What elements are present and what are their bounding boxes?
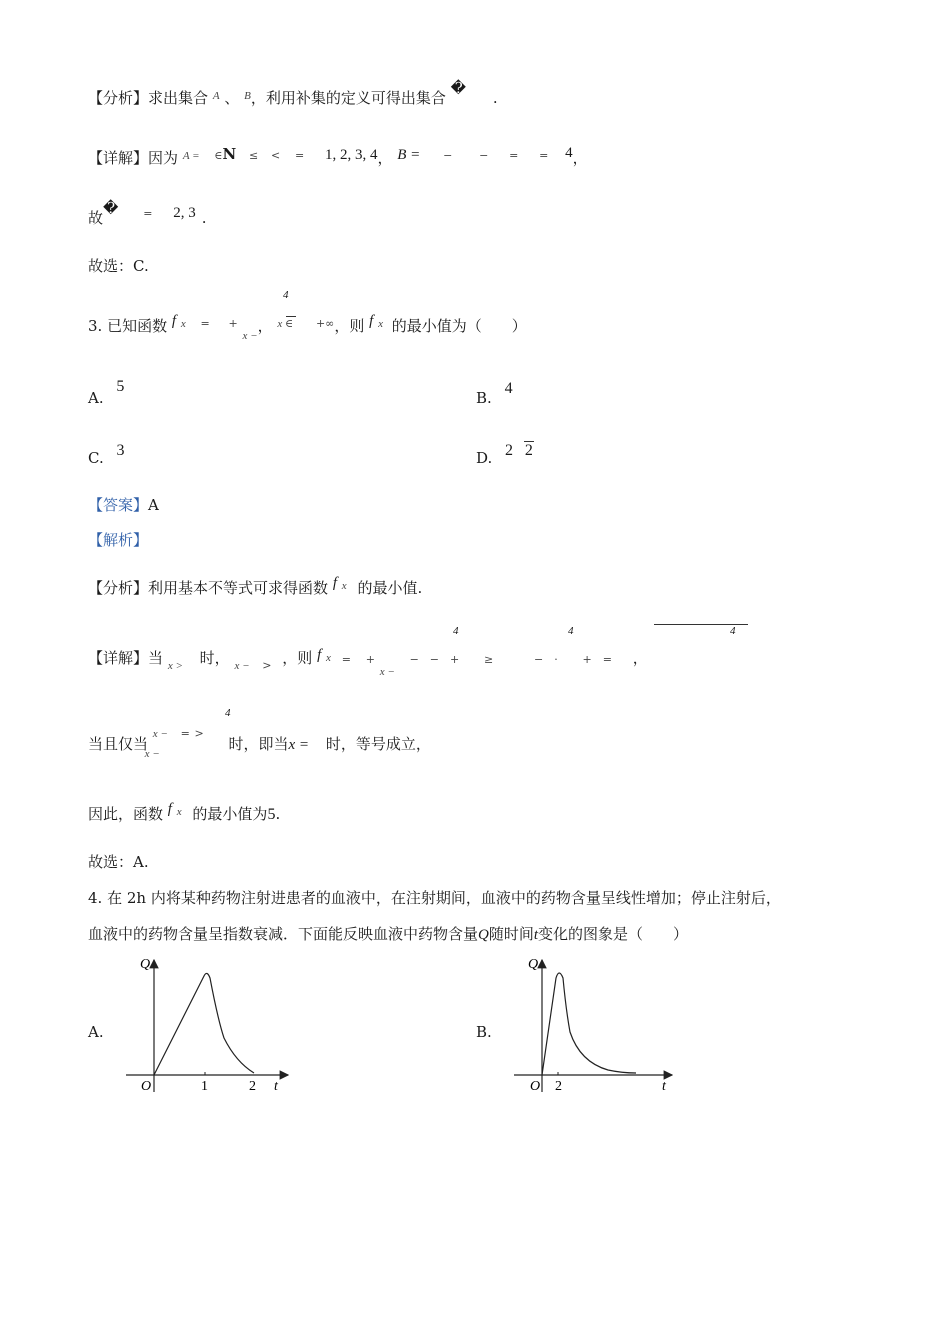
- q3-iff-num: 4: [225, 707, 231, 719]
- q4-stem-line2: 血液中的药物含量呈指数衰减．下面能反映血液中药物含量Q随时间t变化的图象是（ ）: [88, 925, 689, 943]
- detail-label: 【详解】: [88, 149, 149, 167]
- q3-option-d[interactable]: D. 2 2: [476, 442, 533, 467]
- origin-label: O: [141, 1079, 152, 1094]
- q3-answer: 【答案】A: [88, 496, 159, 514]
- q4-stem-line1: 4. 在 2h 内将某种药物注射进患者的血液中，在注射期间，血液中的药物含量呈线性增加；停止注射后，: [88, 889, 781, 907]
- q3-detail: 【详解】当 $_{x >}$ 时， $_{x -}$ $_>$ ，则 f x = + $_{x -}$ − − + ≥ − · + = ，: [88, 647, 648, 678]
- q3-frac-bar: [286, 316, 296, 317]
- q3-option-c[interactable]: C. 3: [88, 442, 125, 467]
- q2-so-line: 故� = 2, 3 .: [88, 199, 207, 227]
- q4-graph-b[interactable]: [510, 950, 690, 1100]
- q3-explain-label: 【解析】: [88, 531, 149, 549]
- q2-analysis-line: 【分析】求出集合 $^A$ 、 $^B$，利用补集的定义可得出集合 � .: [88, 79, 498, 107]
- tick-label-2: 2: [555, 1079, 562, 1094]
- q3-iff: 当且仅当 $^{x -}$ = $_{x -}$ > 时，即当x = 时，等号成立，: [88, 727, 431, 760]
- x-label: t: [274, 1079, 278, 1094]
- q3-choose: 故选：A.: [88, 853, 149, 871]
- q3-stem: 3. 已知函数 f $^x$ = + $_{x -}$， $^{x \in}$ +∞，则 f $^x$ 的最小值为（ ）: [88, 313, 527, 342]
- q3-option-b[interactable]: B. 4: [476, 380, 513, 407]
- drug-curve: [154, 973, 254, 1075]
- missing-glyph: �: [103, 199, 119, 217]
- tick-label-1: 1: [201, 1079, 208, 1094]
- analysis-label: 【分析】: [88, 89, 149, 107]
- y-label: Q: [528, 957, 539, 972]
- q3-detail-num-3: 4: [730, 625, 736, 637]
- drug-curve: [542, 973, 636, 1075]
- q3-analysis: 【分析】利用基本不等式可求得函数 f $^x$ 的最小值.: [88, 575, 423, 597]
- x-label: t: [662, 1079, 666, 1094]
- sqrt-radicand: 2: [524, 442, 533, 459]
- q4-option-b-label[interactable]: B.: [476, 1023, 492, 1041]
- q3-frac-num: 4: [283, 289, 289, 301]
- q3-detail-num-2: 4: [568, 625, 574, 637]
- q4-option-a-label[interactable]: A.: [88, 1023, 104, 1041]
- q4-graph-a[interactable]: [120, 950, 300, 1100]
- origin-label: O: [530, 1079, 541, 1094]
- q3-detail-num-1: 4: [453, 625, 459, 637]
- missing-glyph: �: [450, 79, 467, 97]
- sqrt-overline: [654, 624, 748, 625]
- y-label: Q: [140, 957, 151, 972]
- tick-label-2: 2: [249, 1079, 256, 1094]
- q2-detail-line: 【详解】因为 $^{A =}$ ∈N ≤ < = 1, 2, 3, 4， B = − − = = 4，: [88, 145, 588, 167]
- q3-conclusion: 因此，函数 f $^x$ 的最小值为5.: [88, 801, 281, 823]
- q3-option-a[interactable]: A. 5: [88, 378, 125, 407]
- q2-choose: 故选：C.: [88, 257, 149, 275]
